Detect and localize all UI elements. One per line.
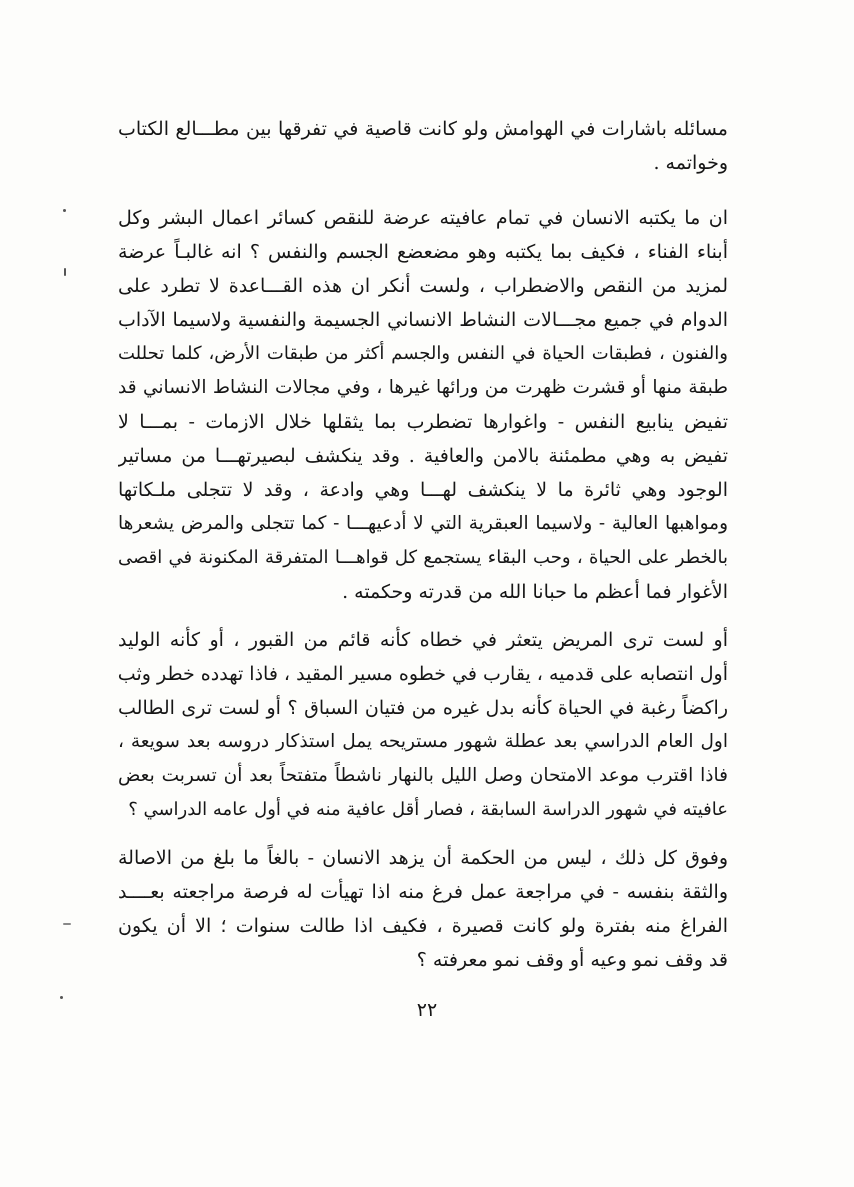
text-line: أول انتصابه على قدميه ، يقارب في خطوه مسير المقيد ، فاذا تهدده خطر وثب <box>118 663 728 685</box>
text-line: أو لست ترى المريض يتعثر في خطاه كأنه قائم من القبور ، أو كأنه الوليد <box>118 629 728 651</box>
text-line: لمزيد من النقص والاضطراب ، ولست أنكر ان هذه القـــاعدة لا تطرد على <box>118 275 728 297</box>
text-line: راكضاً رغبة في الحياة كأنه بدل غيره من فتيان السباق ؟ أو لست ترى الطالب <box>118 697 728 719</box>
text-line: الأغوار فما أعظم ما حبانا الله من قدرته وحكمته . <box>342 581 728 603</box>
page-number: ٢٢ <box>416 999 438 1021</box>
paragraph-3 <box>118 623 728 827</box>
scan-speck <box>63 209 66 212</box>
text-line: أبناء الفناء ، فكيف بما يكتبه وهو مضعضع الجسم والنفس ؟ انه غالبـاً عرضة <box>118 241 728 263</box>
paragraph-1 <box>118 112 728 180</box>
text-line: طبقة منها أو قشرت ظهرت من ورائها غيرها ، وفي مجالات النشاط الانساني قد <box>118 377 728 398</box>
text-line: تفيض ينابيع النفس - واغوارها تضطرب بما يثقلها خلال الازمات - بمـــا لا <box>118 411 728 433</box>
text-line: الدوام في جميع مجـــالات النشاط الانساني الجسيمة والنفسية ولاسيما الآداب <box>118 309 728 331</box>
scan-speck <box>60 996 63 999</box>
text-line: ومواهبها العالية - ولاسيما العبقرية التي لا أدعيهـــا - كما تتجلى والمرض يشعرها <box>118 513 728 534</box>
text-line: عافيته في شهور الدراسة السابقة ، فصار أقل عافية منه في أول عامه الدراسي ؟ <box>128 799 728 820</box>
paragraph-4 <box>118 841 728 977</box>
text-line: بالخطر على الحياة ، وحب البقاء يستجمع كل قواهـــا المتفرقة المكنونة في اقصى <box>118 547 728 568</box>
text-line: وخواتمه . <box>653 152 728 174</box>
text-line: فاذا اقترب موعد الامتحان وصل الليل بالنهار ناشطاً متفتحاً بعد أن تسربت بعض <box>118 765 728 786</box>
text-line: اول العام الدراسي بعد عطلة شهور مستريحه يمل استذكار دروسه بعد سويعة ، <box>118 731 728 752</box>
text-line: مسائله باشارات في الهوامش ولو كانت قاصية في تفرقها بين مطـــالع الكتاب <box>118 118 728 140</box>
text-line: قد وقف نمو وعيه أو وقف نمو معرفته ؟ <box>416 949 728 971</box>
text-line: تفيض به وهي مطمئنة بالامن والعافية . وقد ينكشف لبصيرتهـــا من مساتير <box>118 445 728 467</box>
paragraph-2 <box>118 201 728 609</box>
text-line: ان ما يكتبه الانسان في تمام عافيته عرضة للنقص كسائر اعمال البشر وكل <box>118 207 728 229</box>
scan-speck <box>63 923 71 925</box>
text-line: الفراغ منه بفترة ولو كانت قصيرة ، فكيف اذا طالت سنوات ؛ الا أن يكون <box>118 915 728 937</box>
text-line: والثقة بنفسه - في مراجعة عمل فرغ منه اذا تهيأت له فرصة مراجعته بعــــد <box>118 881 728 903</box>
text-line: الوجود وهي ثائرة ما لا ينكشف لهـــا وهي وادعة ، وقد لا تتجلى ملـكاتها <box>118 479 728 501</box>
text-line: والفنون ، فطبقات الحياة في النفس والجسم أكثر من طبقات الأرض، كلما تحللت <box>118 343 728 364</box>
scan-speck <box>64 268 66 276</box>
text-line: وفوق كل ذلك ، ليس من الحكمة أن يزهد الانسان - بالغاً ما بلغ من الاصالة <box>118 847 728 869</box>
